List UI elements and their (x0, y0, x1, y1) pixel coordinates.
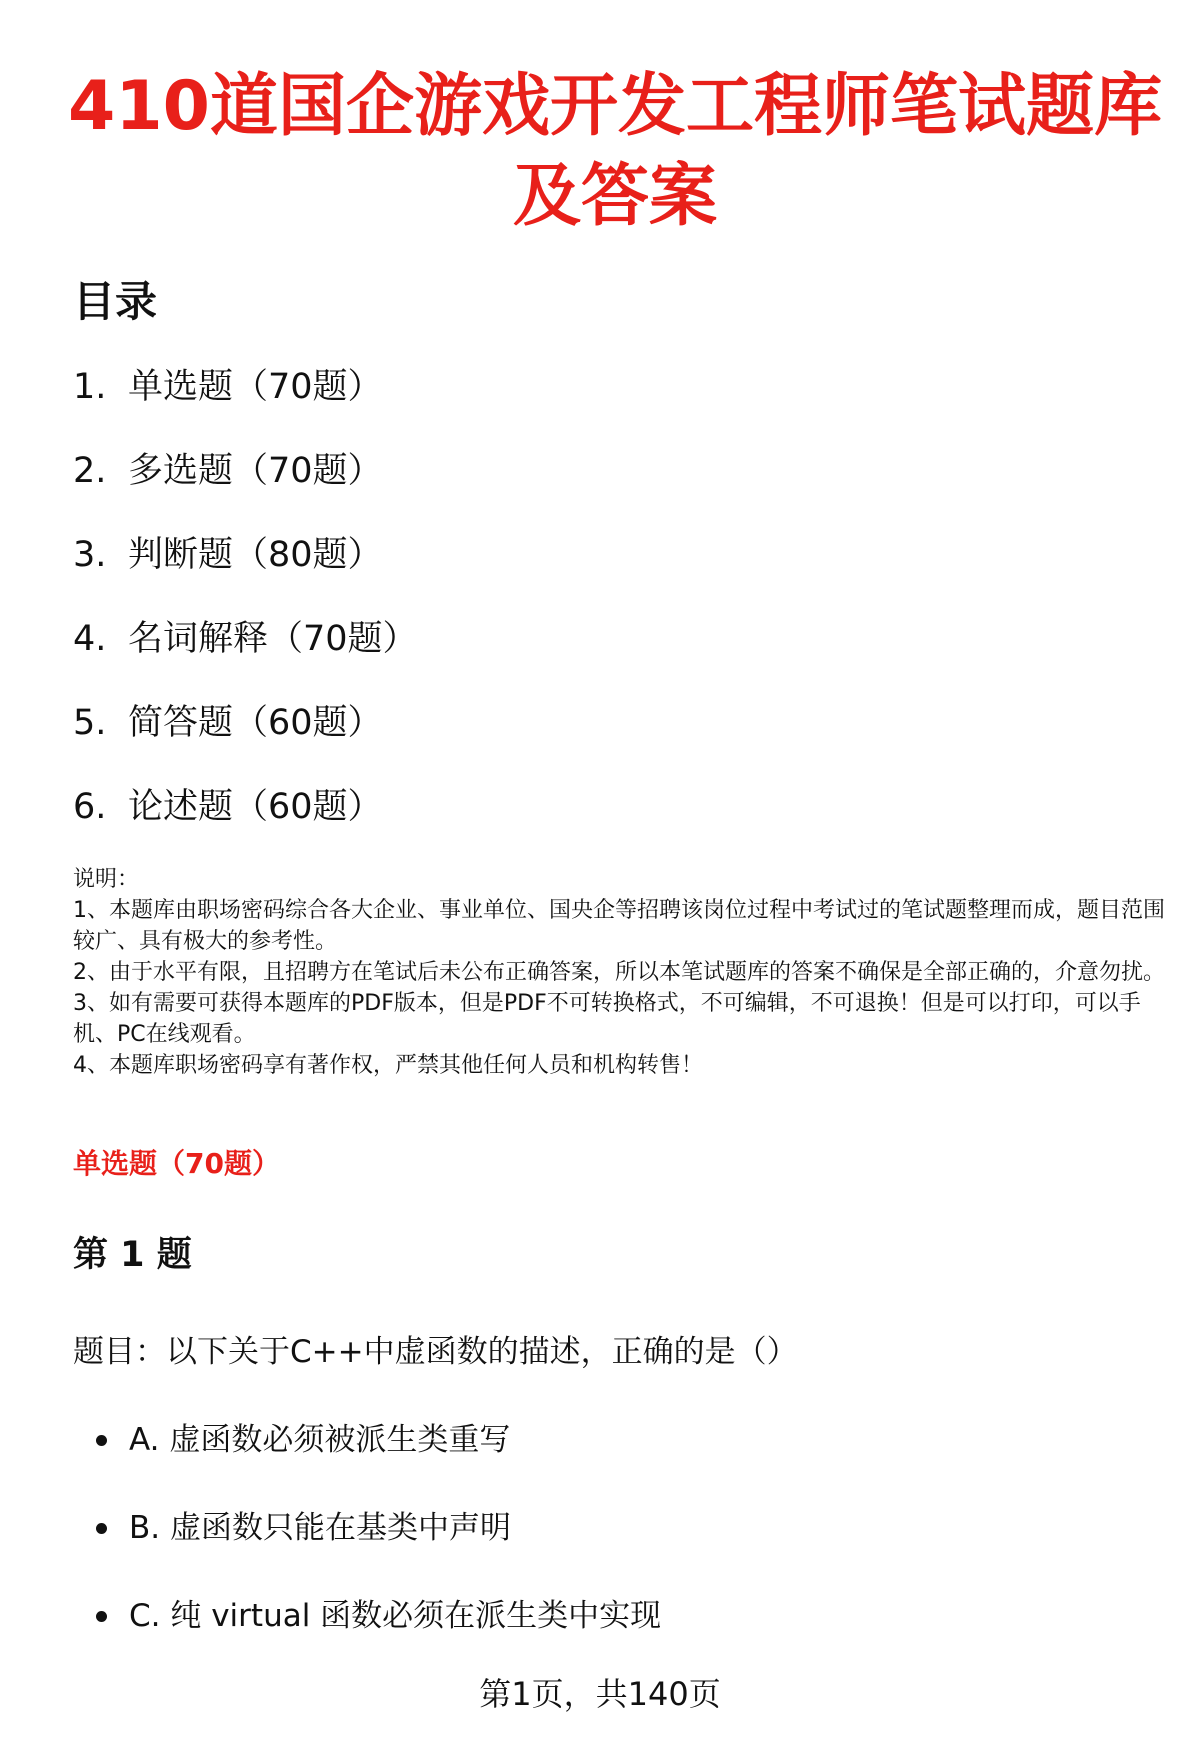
notes-heading: 说明： (73, 867, 140, 892)
toc-item-number: 4. (73, 619, 107, 659)
toc-item-number: 1. (73, 367, 107, 407)
section-title: 单选题（70题） (73, 1147, 280, 1180)
toc-item-number: 2. (73, 451, 107, 491)
option-a (96, 1418, 661, 1506)
toc-item-multiple-choice (73, 446, 418, 530)
option-label: A. 虚函数必须被派生类重写 (129, 1422, 511, 1458)
toc-item-label: 判断题（80题） (128, 535, 383, 575)
toc-item-label: 论述题（60题） (128, 787, 383, 827)
toc-item-true-false (73, 530, 418, 614)
bullet-icon (96, 1523, 107, 1534)
toc-item-number: 6. (73, 787, 107, 827)
toc-item-term-definition (73, 614, 418, 698)
notes-line: 4、本题库职场密码享有著作权，严禁其他任何人员和机构转售！ (73, 1053, 703, 1078)
notes-line: 1、本题库由职场密码综合各大企业、事业单位、国央企等招聘该岗位过程中考试过的笔试题整理而成，题目范围较广、具有极大的参考性。 (73, 898, 1166, 954)
toc-item-label: 单选题（70题） (128, 367, 383, 407)
notes-line: 2、由于水平有限，且招聘方在笔试后未公布正确答案，所以本笔试题库的答案不确保是全部正确的，介意勿扰。 (73, 960, 1166, 985)
question-number: 第 1 题 (73, 1235, 192, 1275)
toc-item-label: 简答题（60题） (128, 703, 383, 743)
option-label: C. 纯 virtual 函数必须在派生类中实现 (129, 1598, 662, 1634)
table-of-contents (73, 362, 418, 866)
question-text: 题目：以下关于C++中虚函数的描述，正确的是（） (73, 1334, 798, 1370)
option-label: B. 虚函数只能在基类中声明 (129, 1510, 511, 1546)
page-footer: 第1页，共140页 (479, 1675, 721, 1713)
toc-item-single-choice (73, 362, 418, 446)
toc-item-number: 5. (73, 703, 107, 743)
option-b (96, 1506, 661, 1594)
toc-item-essay (73, 782, 418, 866)
toc-item-label: 多选题（70题） (128, 451, 383, 491)
option-c (96, 1594, 661, 1682)
document-title: 410道国企游戏开发工程师笔试题库及答案 (68, 67, 1162, 236)
bullet-icon (96, 1435, 107, 1446)
toc-item-number: 3. (73, 535, 107, 575)
toc-heading: 目录 (73, 277, 158, 326)
notes-line: 3、如有需要可获得本题库的PDF版本，但是PDF不可转换格式，不可编辑，不可退换！但是可以打印，可以手机、PC在线观看。 (73, 991, 1141, 1047)
bullet-icon (96, 1611, 107, 1622)
toc-item-label: 名词解释（70题） (128, 619, 418, 659)
option-list (96, 1418, 661, 1682)
toc-item-short-answer (73, 698, 418, 782)
notes-block (73, 864, 1165, 1081)
